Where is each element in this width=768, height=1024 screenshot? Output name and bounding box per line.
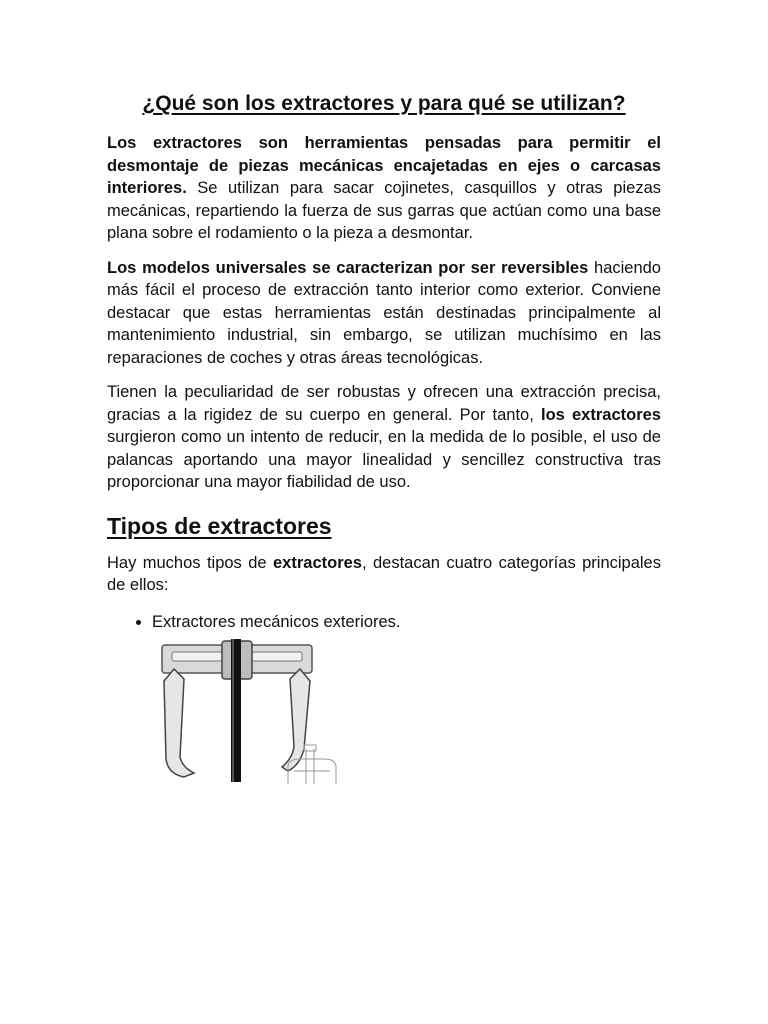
types-list (107, 611, 661, 633)
paragraph-4-bold: extractores (273, 553, 362, 572)
paragraph-1-text: Se utilizan para sacar cojinetes, casquillos y otras piezas mecánicas, repartiendo la fuerza de sus garras que actúan como una base plana sobre el rodamiento o la pieza a desmontar. (107, 179, 661, 242)
page-title: ¿Qué son los extractores y para qué se utilizan? (142, 92, 626, 115)
paragraph-3-text-a: Tienen la peculiaridad de ser robustas y ofrecen una extracción precisa, gracias a la rigidez de su cuerpo en general. Por tanto, (107, 383, 661, 424)
paragraph-3-text-b: surgieron como un intento de reducir, en la medida de lo posible, el uso de palancas aportando una mayor linealidad y sencillez constructiva tras proporcionar una mayor fiabilidad de uso. (107, 428, 661, 491)
paragraph-1-bold: Los extractores son herramientas pensadas para permitir el desmontaje de piezas mecánicas encajetadas en ejes o carcasas interiores. (107, 134, 661, 197)
extractor-image (154, 639, 344, 789)
paragraph-2-bold: Los modelos universales se caracterizan por ser reversibles (107, 258, 589, 277)
paragraph-2 (107, 257, 661, 370)
paragraph-4 (107, 552, 661, 597)
paragraph-3 (107, 381, 661, 494)
paragraph-1 (107, 132, 661, 245)
extractor-illustration (154, 639, 344, 789)
paragraph-4-text-a: Hay muchos tipos de (107, 553, 273, 572)
section-title: Tipos de extractores (107, 512, 332, 539)
paragraph-4-text-b: , destacan cuatro categorías principales de ellos: (107, 553, 661, 594)
paragraph-2-text: haciendo más fácil el proceso de extracción tanto interior como exterior. Conviene destacar que estas herramientas están destinadas principalmente al mantenimiento industrial, sin embargo, se utilizan muchísimo en las reparaciones de coches y otras áreas tecnológicas. (107, 258, 661, 367)
paragraph-3-bold: los extractores (540, 405, 661, 424)
list-item: • Extractores mecánicos exteriores. (152, 611, 661, 633)
